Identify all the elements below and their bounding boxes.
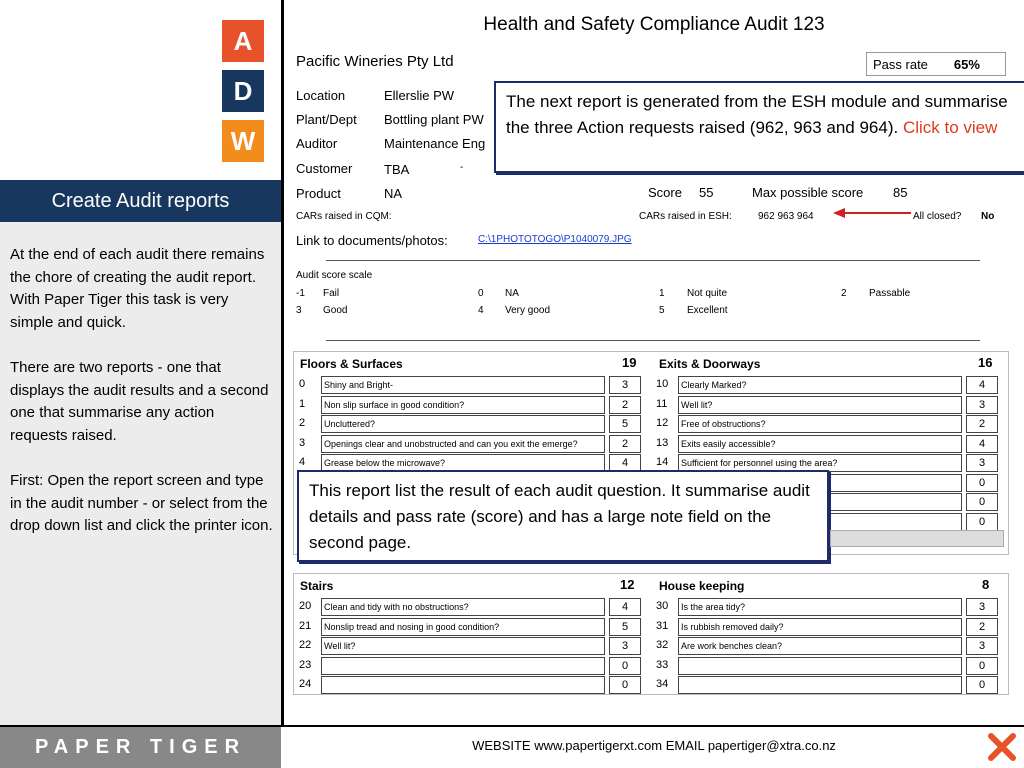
field-label-customer: Customer (296, 161, 353, 176)
section-title: Stairs (300, 579, 334, 593)
score-field: 0 (966, 657, 998, 675)
score-field: 2 (609, 396, 641, 414)
score-field: 3 (966, 598, 998, 616)
table-row (299, 396, 643, 414)
question-number: 2 (299, 417, 306, 429)
question-number: 10 (656, 378, 669, 390)
score-field: 3 (609, 637, 641, 655)
table-row (656, 415, 1000, 433)
table-row (299, 676, 643, 694)
scale-t-good: Good (323, 305, 348, 316)
scale-n-fail: -1 (296, 288, 305, 299)
question-field: Is rubbish removed daily? (678, 618, 962, 636)
question-field: Exits easily accessible? (678, 435, 962, 453)
callout-esh (494, 81, 1024, 173)
scale-n-na: 0 (478, 288, 484, 299)
score-field: 0 (966, 474, 998, 492)
table-row (656, 676, 1000, 694)
question-number: 1 (299, 398, 306, 410)
scale-t-verygood: Very good (505, 305, 551, 316)
click-to-view-link[interactable]: Click to view (902, 118, 998, 137)
paragraph-intro: At the end of each audit there remains the chore of creating the audit report. With Paper Tiger this task is very simple and quick. (10, 246, 265, 331)
table-row (299, 618, 643, 636)
question-field: Grease below the microwave? (321, 454, 605, 472)
score-field: 0 (966, 493, 998, 511)
score-field: 4 (609, 598, 641, 616)
field-label-location: Location (296, 88, 346, 103)
section-total: 8 (982, 577, 990, 592)
table-row (656, 396, 1000, 414)
table-row (299, 435, 643, 453)
question-number: 23 (299, 659, 312, 671)
sidebar-description (0, 222, 281, 725)
score-field: 2 (966, 415, 998, 433)
scale-title: Audit score scale (296, 270, 373, 281)
paragraph-reports: There are two reports - one that displays the audit results and a second one that summarise any action requests raised. (10, 359, 269, 444)
table-row (299, 637, 643, 655)
question-field: Nonslip tread and nosing in good condition? (321, 618, 605, 636)
table-row (656, 435, 1000, 453)
question-number: 0 (299, 378, 306, 390)
question-number: 13 (656, 437, 669, 449)
table-row (299, 415, 643, 433)
score-field: 2 (966, 618, 998, 636)
table-row (299, 598, 643, 616)
score-field: 4 (966, 376, 998, 394)
question-field: Clean and tidy with no obstructions? (321, 598, 605, 616)
table-row (299, 657, 643, 675)
table-row (299, 376, 643, 394)
score-field: 0 (609, 676, 641, 694)
question-number: 22 (299, 639, 312, 651)
footer-contact: WEBSITE www.papertigerxt.com EMAIL papertiger@xtra.co.nz (472, 738, 836, 753)
score-field: 5 (609, 618, 641, 636)
logo-letter-a: A (222, 20, 264, 62)
question-field: Are work benches clean? (678, 637, 962, 655)
scale-t-excellent: Excellent (687, 305, 728, 316)
section-title: Floors & Surfaces (300, 357, 403, 371)
question-field: Is the area tidy? (678, 598, 962, 616)
section-total: 19 (622, 355, 637, 370)
score-field: 5 (609, 415, 641, 433)
scale-t-na: NA (505, 288, 519, 299)
scale-n-notquite: 1 (659, 288, 665, 299)
question-field: Clearly Marked? (678, 376, 962, 394)
question-number: 21 (299, 620, 312, 632)
cars-esh-value: 962 963 964 (758, 211, 814, 222)
table-row (656, 598, 1000, 616)
field-value-customer: TBA (384, 162, 410, 177)
logo-letter-d: D (222, 70, 264, 112)
document-link[interactable]: C:\1PHOTOTOGO\P1040079.JPG (478, 234, 632, 245)
field-value-plant: Bottling plant PW (384, 112, 484, 127)
divider (281, 0, 284, 725)
max-score-label: Max possible score (752, 185, 864, 200)
section-title: Exits & Doorways (659, 357, 761, 371)
question-number: 4 (299, 456, 306, 468)
field-label-product: Product (296, 186, 341, 201)
scale-n-passable: 2 (841, 288, 847, 299)
question-number: 20 (299, 600, 312, 612)
score-value: 55 (699, 185, 714, 200)
score-field: 4 (609, 454, 641, 472)
question-number: 30 (656, 600, 669, 612)
pass-rate-value: 65% (953, 56, 980, 72)
arrow-icon (833, 206, 913, 220)
pass-rate-label: Pass rate (873, 56, 928, 72)
question-field: Shiny and Bright- (321, 376, 605, 394)
score-field: 3 (966, 637, 998, 655)
question-number: 14 (656, 456, 669, 468)
question-number: 33 (656, 659, 669, 671)
company-name: Pacific Wineries Pty Ltd (296, 53, 454, 70)
field-label-auditor: Auditor (296, 136, 338, 151)
question-number: 34 (656, 678, 669, 690)
pass-rate-box (866, 52, 1006, 76)
separator-line (326, 260, 980, 261)
question-number: 24 (299, 678, 312, 690)
table-row (656, 376, 1000, 394)
question-field (321, 676, 605, 694)
section-header: Create Audit reports (0, 180, 281, 222)
score-field: 0 (966, 513, 998, 531)
section-total: 12 (620, 577, 635, 592)
score-field: 3 (966, 454, 998, 472)
question-field: Non slip surface in good condition? (321, 396, 605, 414)
field-value-location: Ellerslie PW (384, 88, 455, 103)
question-number: 3 (299, 437, 306, 449)
question-field (678, 676, 962, 694)
score-field: 0 (609, 657, 641, 675)
table-row (656, 637, 1000, 655)
score-field: 3 (966, 396, 998, 414)
cars-cqm-label: CARs raised in CQM: (296, 211, 392, 222)
score-label: Score (648, 185, 682, 200)
customer-dash: - (460, 162, 464, 173)
footer-brand: PAPER TIGER (0, 727, 281, 768)
field-label-plant: Plant/Dept (296, 112, 357, 127)
score-field: 3 (609, 376, 641, 394)
question-field: Openings clear and unobstructed and can you exit the emerge? (321, 435, 605, 453)
question-number: 12 (656, 417, 669, 429)
scale-t-passable: Passable (869, 288, 911, 299)
question-number: 32 (656, 639, 669, 651)
separator-line (326, 340, 980, 341)
link-label: Link to documents/photos: (296, 233, 448, 248)
scale-n-verygood: 4 (478, 305, 484, 316)
question-field: Sufficient for personnel using the area? (678, 454, 962, 472)
question-number: 31 (656, 620, 669, 632)
table-row (656, 618, 1000, 636)
cars-esh-label: CARs raised in ESH: (639, 211, 732, 222)
scale-n-excellent: 5 (659, 305, 665, 316)
callout-esh-text: The next report is generated from the ESH module and summarise the three Action requests raised (962, 963 and 964). (506, 92, 1008, 137)
paragraph-instructions: First: Open the report screen and type in the audit number - or select from the drop down list and click the printer icon. (10, 472, 273, 534)
max-score-value: 85 (893, 185, 908, 200)
question-field: Uncluttered? (321, 415, 605, 433)
close-x-icon[interactable] (988, 733, 1016, 761)
score-field: 4 (966, 435, 998, 453)
score-field: 2 (609, 435, 641, 453)
question-field: Well lit? (321, 637, 605, 655)
question-number: 11 (656, 398, 668, 410)
callout-audit (297, 470, 829, 562)
section-total: 16 (978, 355, 993, 370)
notes-bar (830, 530, 1004, 547)
callout-audit-text: This report list the result of each audit question. It summarise audit details and pass rate (score) and has a large note field on the second page. (309, 481, 810, 552)
all-closed-value: No (981, 211, 995, 222)
question-field (321, 657, 605, 675)
logo-area (0, 0, 281, 180)
section-title: House keeping (659, 579, 745, 593)
report-title: Health and Safety Compliance Audit 123 (483, 14, 825, 35)
scale-t-notquite: Not quite (687, 288, 728, 299)
all-closed-label: All closed? (913, 211, 962, 222)
logo-letter-w: W (222, 120, 264, 162)
score-field: 0 (966, 676, 998, 694)
field-value-product: NA (384, 186, 403, 201)
question-field: Free of obstructions? (678, 415, 962, 433)
scale-t-fail: Fail (323, 288, 340, 299)
field-value-auditor: Maintenance Eng (384, 136, 486, 151)
question-field: Well lit? (678, 396, 962, 414)
scale-n-good: 3 (296, 305, 302, 316)
table-row (656, 657, 1000, 675)
question-field (678, 657, 962, 675)
